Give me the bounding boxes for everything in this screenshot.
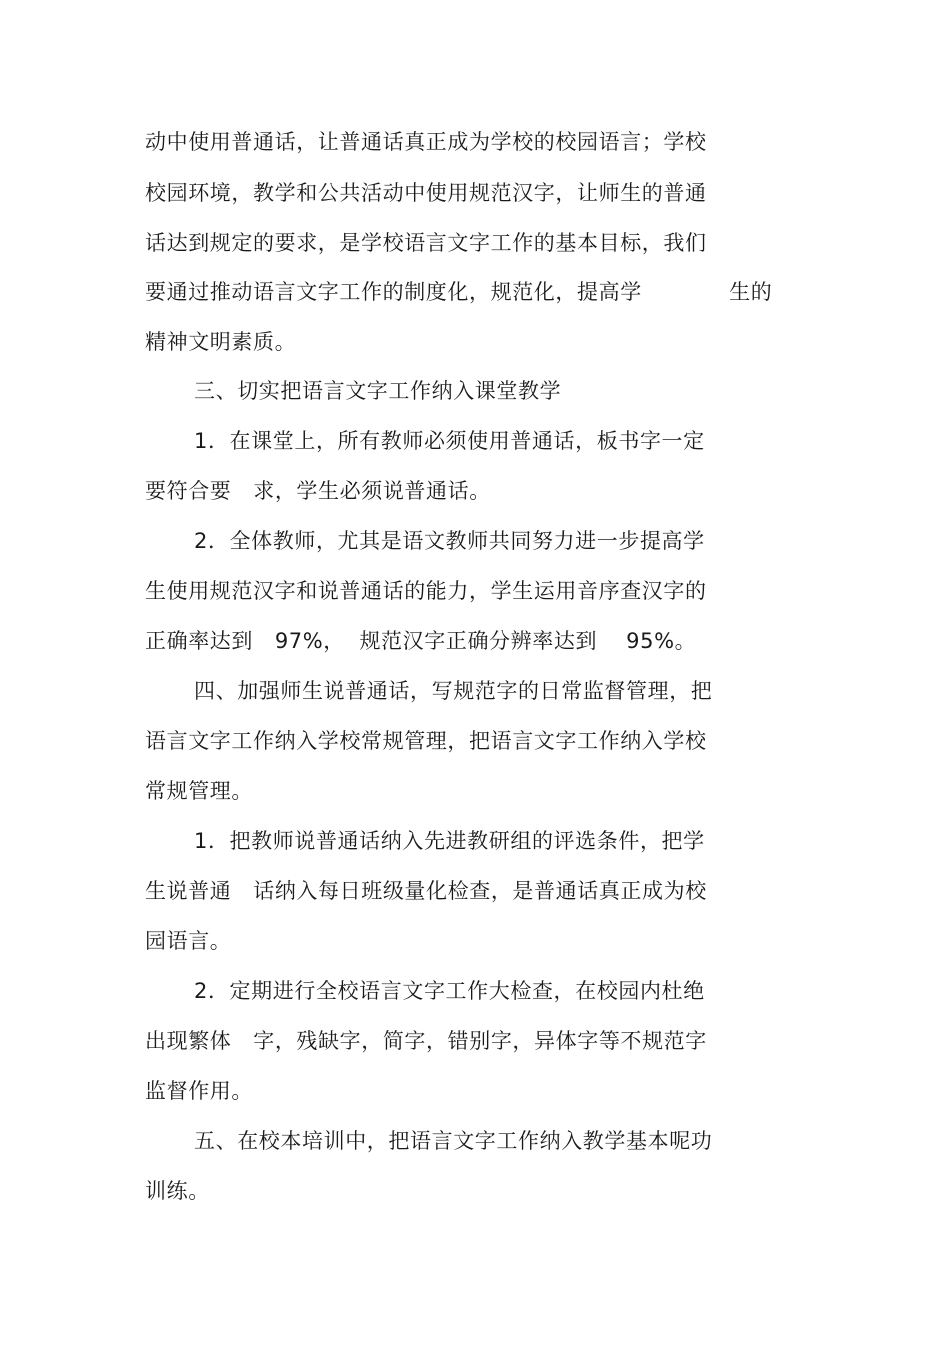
text-line: 园语言。 [145, 929, 232, 953]
text-line: 训练。 [145, 1179, 210, 1203]
section-heading: 三、切实把语言文字工作纳入课堂教学 [194, 379, 562, 403]
text-line: 校园环境，教学和公共活动中使用规范汉字，让师生的普通 [145, 181, 707, 205]
section-heading: 五、在校本培训中，把语言文字工作纳入教学基本呢功 [194, 1129, 713, 1153]
text-line: 动中使用普通话，让普通话真正成为学校的校园语言；学校 [145, 130, 707, 154]
list-item-start: 2．定期进行全校语言文字工作大检查，在校园内杜绝 [194, 979, 705, 1003]
text-line: 语言文字工作纳入学校常规管理，把语言文字工作纳入学校 [145, 729, 707, 753]
list-item-start: 2．全体教师，尤其是语文教师共同努力进一步提高学 [194, 529, 705, 553]
text-line: 生使用规范汉字和说普通话的能力，学生运用音序查汉字的 [145, 579, 707, 603]
text-line: 生说普通 话纳入每日班级量化检查，是普通话真正成为校 [145, 879, 707, 903]
text-line: 精神文明素质。 [145, 330, 297, 354]
text-line: 监督作用。 [145, 1079, 253, 1103]
text-line: 话达到规定的要求，是学校语言文字工作的基本目标，我们 [145, 231, 707, 255]
text-line: 出现繁体 字，残缺字，简字，错别字，异体字等不规范字 [145, 1029, 707, 1053]
text-line: 要符合要 求，学生必须说普通话。 [145, 479, 491, 503]
text-line: 要通过推动语言文字工作的制度化，规范化，提高学 生的 [145, 280, 773, 304]
section-heading: 四、加强师生说普通话，写规范字的日常监督管理，把 [194, 679, 713, 703]
text-line: 正确率达到 97%， 规范汉字正确分辨率达到 95%。 [145, 629, 697, 653]
text-line: 常规管理。 [145, 779, 253, 803]
list-item-start: 1．在课堂上，所有教师必须使用普通话，板书字一定 [194, 429, 705, 453]
list-item-start: 1．把教师说普通话纳入先进教研组的评选条件，把学 [194, 829, 705, 853]
